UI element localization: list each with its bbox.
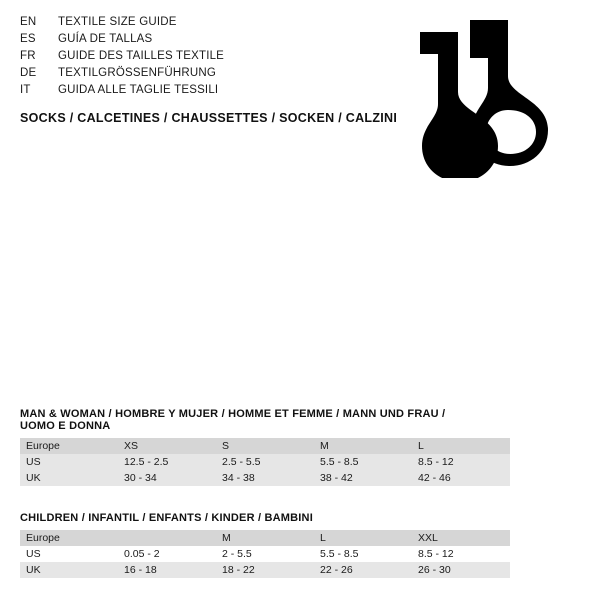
language-text: GUIDA ALLE TAGLIE TESSILI bbox=[58, 84, 219, 96]
language-text: GUIDE DES TAILLES TEXTILE bbox=[58, 50, 225, 62]
table-cell: Europe bbox=[20, 438, 118, 454]
table-cell: UK bbox=[20, 470, 118, 486]
language-code: IT bbox=[20, 84, 31, 96]
language-text: TEXTILE SIZE GUIDE bbox=[58, 16, 177, 28]
page-title: SOCKS / CALCETINES / CHAUSSETTES / SOCKEN / CALZINI bbox=[20, 111, 398, 125]
table-cell: M bbox=[314, 438, 412, 454]
table-cell: 22 - 26 bbox=[314, 562, 412, 578]
table-cell: 12.5 - 2.5 bbox=[118, 454, 216, 470]
table-cell: 38 - 42 bbox=[314, 470, 412, 486]
table-cell: 8.5 - 12 bbox=[412, 546, 510, 562]
table-cell: 0.05 - 2 bbox=[118, 546, 216, 562]
table-cell: 16 - 18 bbox=[118, 562, 216, 578]
table-cell: Europe bbox=[20, 530, 118, 546]
language-code: EN bbox=[20, 16, 37, 28]
socks-illustration bbox=[400, 18, 580, 178]
table-cell: 34 - 38 bbox=[216, 470, 314, 486]
table-row bbox=[20, 546, 510, 562]
table-cell: 5.5 - 8.5 bbox=[314, 454, 412, 470]
language-text: TEXTILGRÖSSENFÜHRUNG bbox=[58, 67, 216, 79]
language-code: ES bbox=[20, 33, 36, 45]
adult-section-title: MAN & WOMAN / HOMBRE Y MUJER / HOMME ET FEMME / MANN UND FRAU / UOMO E DONNA bbox=[20, 408, 446, 432]
adult-size-section bbox=[20, 408, 480, 486]
table-row bbox=[20, 530, 510, 546]
table-cell: 30 - 34 bbox=[118, 470, 216, 486]
language-code: FR bbox=[20, 50, 36, 62]
children-size-section bbox=[20, 512, 480, 578]
table-cell: 2.5 - 5.5 bbox=[216, 454, 314, 470]
language-row bbox=[20, 33, 380, 50]
table-cell: US bbox=[20, 546, 118, 562]
table-cell bbox=[118, 530, 216, 546]
table-cell: M bbox=[216, 530, 314, 546]
table-cell: L bbox=[412, 438, 510, 454]
language-row bbox=[20, 67, 380, 84]
language-list bbox=[20, 16, 380, 101]
table-row bbox=[20, 454, 510, 470]
table-row bbox=[20, 470, 510, 486]
language-row bbox=[20, 50, 380, 67]
table-cell: 8.5 - 12 bbox=[412, 454, 510, 470]
table-cell: S bbox=[216, 438, 314, 454]
table-cell: 42 - 46 bbox=[412, 470, 510, 486]
language-row bbox=[20, 16, 380, 33]
table-cell: XXL bbox=[412, 530, 510, 546]
table-cell: 2 - 5.5 bbox=[216, 546, 314, 562]
language-row bbox=[20, 84, 380, 101]
table-cell: 18 - 22 bbox=[216, 562, 314, 578]
table-cell: US bbox=[20, 454, 118, 470]
table-cell: 26 - 30 bbox=[412, 562, 510, 578]
children-size-table bbox=[20, 530, 510, 578]
table-cell: UK bbox=[20, 562, 118, 578]
table-row bbox=[20, 438, 510, 454]
table-row bbox=[20, 562, 510, 578]
table-cell: 5.5 - 8.5 bbox=[314, 546, 412, 562]
language-code: DE bbox=[20, 67, 37, 79]
table-cell: L bbox=[314, 530, 412, 546]
table-cell: XS bbox=[118, 438, 216, 454]
language-text: GUÍA DE TALLAS bbox=[58, 33, 153, 45]
children-section-title: CHILDREN / INFANTIL / ENFANTS / KINDER / BAMBINI bbox=[20, 512, 313, 524]
adult-size-table bbox=[20, 438, 510, 486]
